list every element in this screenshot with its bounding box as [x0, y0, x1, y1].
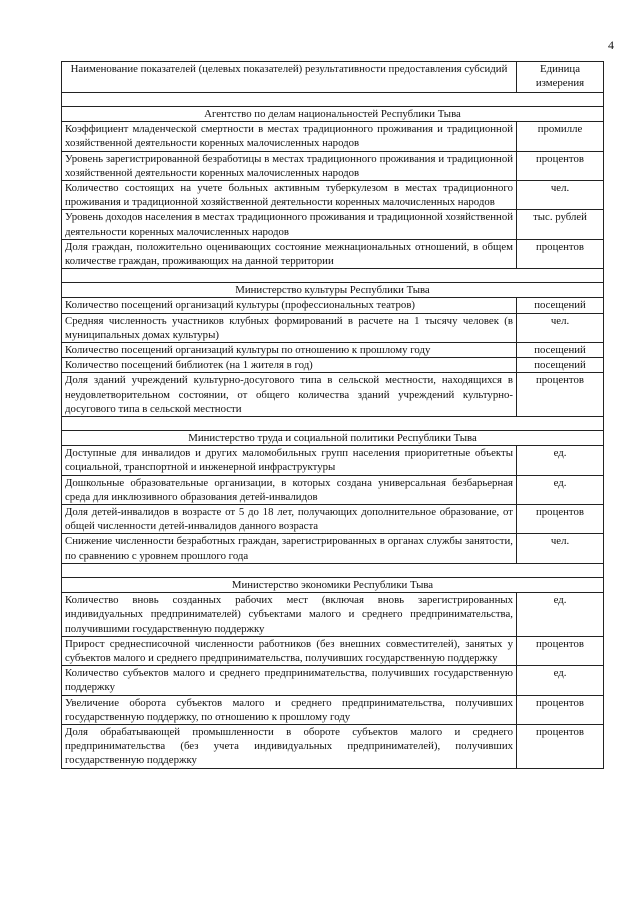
table-row	[62, 210, 604, 239]
indicator-name: Количество субъектов малого и среднего предпринимательства, получивших государственную поддержку	[62, 666, 517, 695]
spacer-row	[62, 563, 604, 577]
table-header-row	[62, 62, 604, 93]
indicator-unit: посещений	[517, 358, 604, 373]
indicator-name: Доля граждан, положительно оценивающих состояние межнациональных отношений, в общем количестве граждан, проживающих на данной территории	[62, 239, 517, 268]
section-row	[62, 283, 604, 298]
table-row	[62, 666, 604, 695]
header-name: Наименование показателей (целевых показателей) результативности предоставления субсидий	[62, 62, 517, 93]
indicator-name: Уровень доходов населения в местах традиционного проживания и традиционной хозяйственной деятельности коренных малочисленных народов	[62, 210, 517, 239]
section-row	[62, 431, 604, 446]
table-row	[62, 373, 604, 417]
table-row	[62, 122, 604, 151]
table-row	[62, 505, 604, 534]
spacer-row	[62, 417, 604, 431]
indicator-unit: процентов	[517, 373, 604, 417]
indicator-name: Дошкольные образовательные организации, в которых создана универсальная безбарьерная среда для инклюзивного образования детей-инвалидов	[62, 475, 517, 504]
section-row	[62, 107, 604, 122]
table-row	[62, 534, 604, 563]
section-title: Министерство экономики Республики Тыва	[62, 577, 604, 592]
table-body	[62, 93, 604, 769]
indicator-unit: процентов	[517, 695, 604, 724]
indicator-name: Доступные для инвалидов и других маломобильных групп населения приоритетные объекты социальной, транспортной и инженерной инфраструктуры	[62, 446, 517, 475]
table-row	[62, 446, 604, 475]
indicator-unit: ед.	[517, 666, 604, 695]
section-title: Министерство культуры Республики Тыва	[62, 283, 604, 298]
indicator-unit: тыс. рублей	[517, 210, 604, 239]
indicator-name: Количество состоящих на учете больных активным туберкулезом в местах традиционного проживания и традиционной хозяйственной деятельности коренных малочисленных народов	[62, 181, 517, 210]
spacer-cell	[62, 563, 604, 577]
table-row	[62, 239, 604, 268]
indicator-unit: процентов	[517, 505, 604, 534]
spacer-row	[62, 93, 604, 107]
indicator-name: Доля обрабатывающей промышленности в обороте субъектов малого и среднего предпринимательства (без учета индивидуальных предпринимателей), получивших государственную поддержку	[62, 724, 517, 768]
indicator-unit: промилле	[517, 122, 604, 151]
spacer-cell	[62, 417, 604, 431]
indicator-unit: посещений	[517, 343, 604, 358]
indicator-unit: процентов	[517, 239, 604, 268]
indicator-unit: ед.	[517, 475, 604, 504]
indicator-name: Уровень зарегистрированной безработицы в местах традиционного проживания и традиционной хозяйственной деятельности коренных малочисленных народов	[62, 151, 517, 180]
page-number: 4	[608, 38, 614, 52]
table-row	[62, 298, 604, 313]
indicator-unit: процентов	[517, 724, 604, 768]
header-unit: Единица измерения	[517, 62, 604, 93]
table-row	[62, 636, 604, 665]
spacer-cell	[62, 93, 604, 107]
indicator-unit: посещений	[517, 298, 604, 313]
table-row	[62, 475, 604, 504]
table-row	[62, 151, 604, 180]
spacer-cell	[62, 269, 604, 283]
table-row	[62, 593, 604, 637]
indicator-unit: чел.	[517, 534, 604, 563]
indicator-unit: процентов	[517, 151, 604, 180]
indicator-unit: ед.	[517, 446, 604, 475]
indicator-name: Количество посещений организаций культуры по отношению к прошлому году	[62, 343, 517, 358]
indicators-table	[61, 61, 604, 769]
section-row	[62, 577, 604, 592]
indicator-name: Снижение численности безработных граждан, зарегистрированных в органах службы занятости, по сравнению с уровнем прошлого года	[62, 534, 517, 563]
indicator-unit: чел.	[517, 181, 604, 210]
table-row	[62, 695, 604, 724]
section-title: Агентство по делам национальностей Республики Тыва	[62, 107, 604, 122]
spacer-row	[62, 269, 604, 283]
table-row	[62, 181, 604, 210]
indicator-name: Увеличение оборота субъектов малого и среднего предпринимательства, получивших государственную поддержку, по отношению к прошлому году	[62, 695, 517, 724]
indicator-name: Количество посещений библиотек (на 1 жителя в год)	[62, 358, 517, 373]
indicator-name: Коэффициент младенческой смертности в местах традиционного проживания и традиционной хозяйственной деятельности коренных малочисленных народов	[62, 122, 517, 151]
indicator-unit: ед.	[517, 593, 604, 637]
indicator-unit: процентов	[517, 636, 604, 665]
indicator-name: Доля зданий учреждений культурно-досугового типа в сельской местности, находящихся в неудовлетворительном состоянии, от общего количества зданий учреждений культурно-досугового типа в сельской местности	[62, 373, 517, 417]
indicator-name: Количество посещений организаций культуры (профессиональных театров)	[62, 298, 517, 313]
table-row	[62, 358, 604, 373]
table-row	[62, 343, 604, 358]
table-row	[62, 313, 604, 342]
table-row	[62, 724, 604, 768]
indicator-name: Средняя численность участников клубных формирований в расчете на 1 тысячу человек (в муниципальных домах культуры)	[62, 313, 517, 342]
indicator-name: Количество вновь созданных рабочих мест (включая вновь зарегистрированных индивидуальных предпринимателей) субъектами малого и среднего предпринимательства, получившими государственную поддержку	[62, 593, 517, 637]
section-title: Министерство труда и социальной политики Республики Тыва	[62, 431, 604, 446]
indicator-unit: чел.	[517, 313, 604, 342]
indicator-name: Прирост среднесписочной численности работников (без внешних совместителей), занятых у субъектов малого и среднего предпринимательства, получивших государственную поддержку	[62, 636, 517, 665]
indicator-name: Доля детей-инвалидов в возрасте от 5 до 18 лет, получающих дополнительное образование, от общей численности детей-инвалидов данного возраста	[62, 505, 517, 534]
